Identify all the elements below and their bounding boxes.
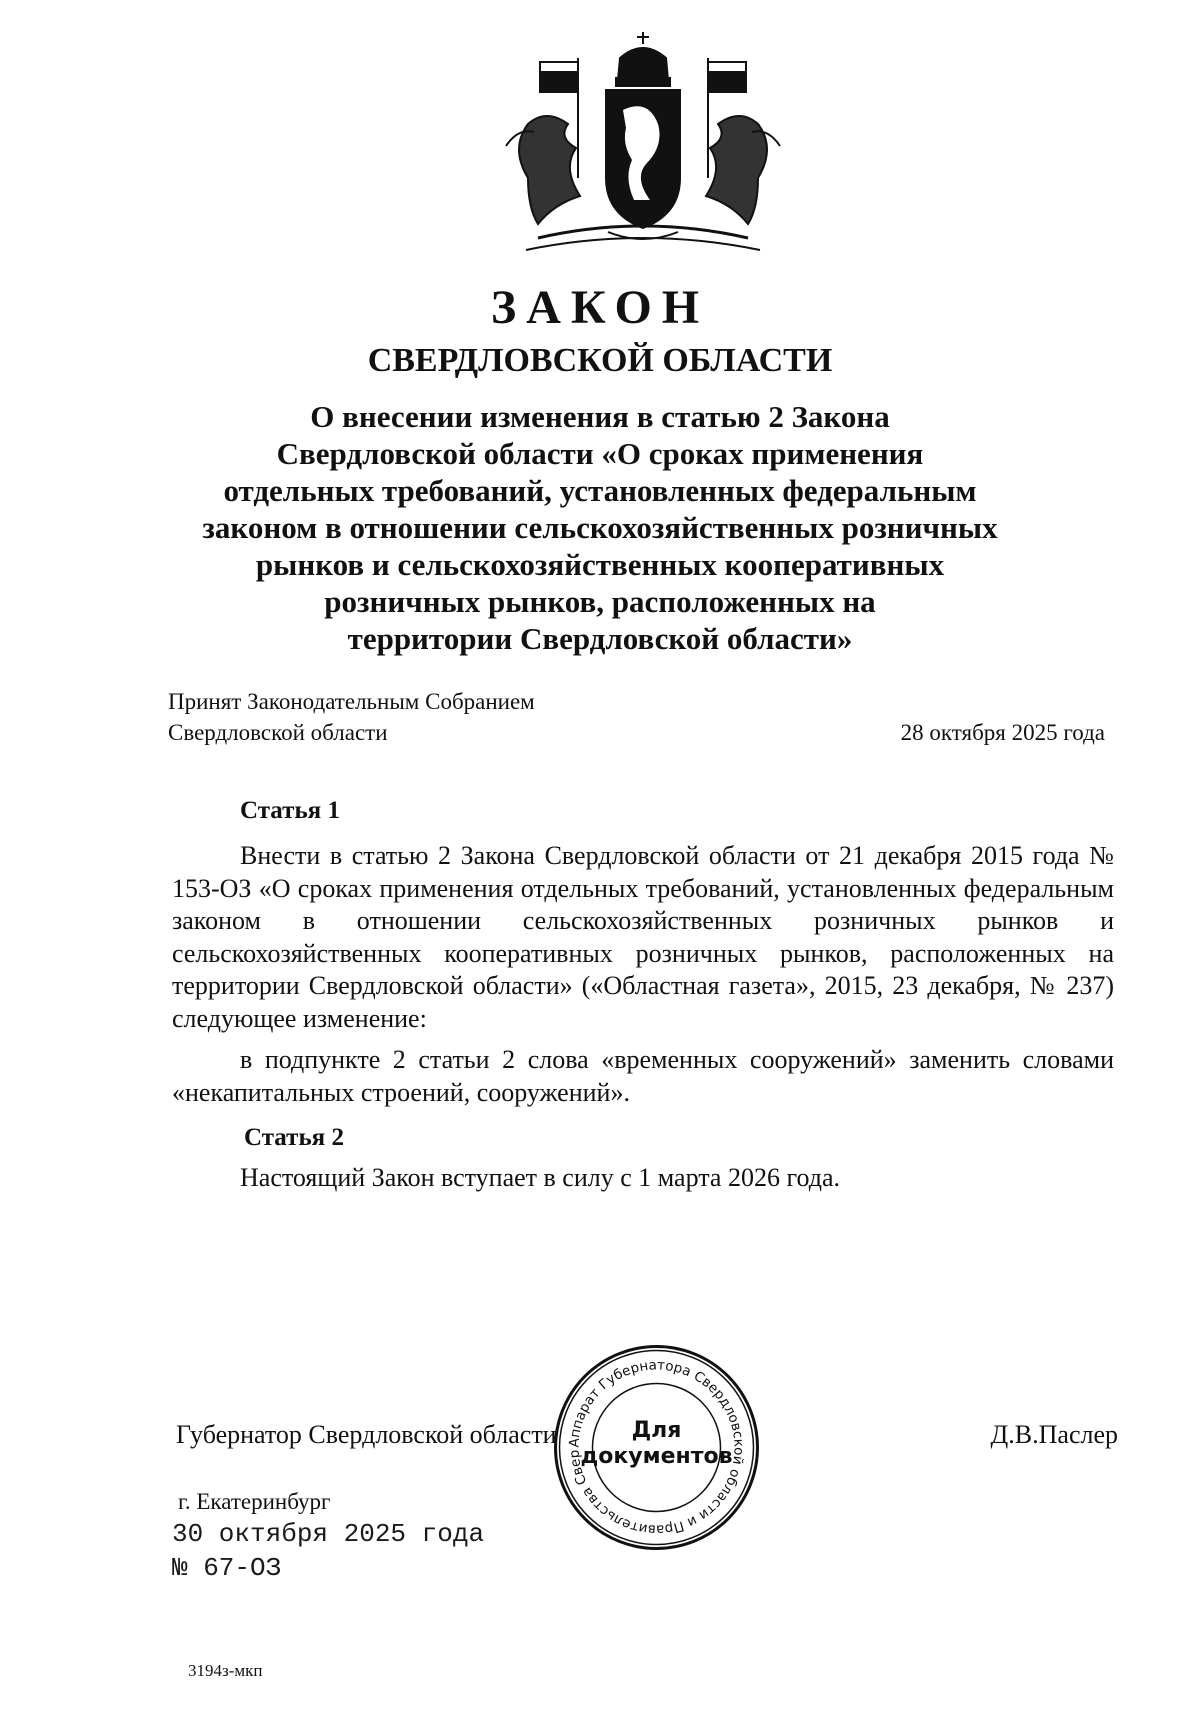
law-number: № 67-ОЗ <box>172 1553 282 1583</box>
adoption-statement <box>168 686 535 748</box>
subject-line: О внесении изменения в статью 2 Закона <box>310 399 890 434</box>
seal-center-line-2: документов <box>580 1444 733 1469</box>
document-type-title: ЗАКОН <box>490 281 710 334</box>
adoption-date: 28 октября 2025 года <box>900 720 1105 745</box>
seal-ring-text: Аппарат Губернатора Свердловской области и Правительства Свер <box>566 1357 747 1538</box>
subject-line: Свердловской области «О сроках применения <box>276 436 924 471</box>
subject-line: отдельных требований, установленных федеральным <box>223 473 977 508</box>
subject-line: розничных рынков, расположенных на <box>324 584 876 619</box>
official-seal <box>553 1344 760 1551</box>
article-2-paragraph-1: Настоящий Закон вступает в силу с 1 марта 2026 года. <box>240 1163 840 1192</box>
law-subject-title <box>0 398 1200 657</box>
seal-center-line-1: Для <box>631 1418 682 1443</box>
article-1-paragraph-2: в подпункте 2 статьи 2 слова «временных сооружений» заменить словами «некапитальных строений, сооружений». <box>172 1045 1114 1107</box>
signatory-position: Губернатор Свердловской области <box>176 1420 557 1449</box>
signing-city: г. Екатеринбург <box>178 1489 331 1514</box>
coat-of-arms-icon <box>498 28 788 256</box>
subject-line: территории Свердловской области» <box>347 621 853 656</box>
article-2-heading: Статья 2 <box>244 1124 344 1151</box>
adoption-line-1: Принят Законодательным Собранием <box>168 689 535 714</box>
subject-line: рынков и сельскохозяйственных кооперативных <box>255 547 945 582</box>
registration-code: 3194з-мкп <box>188 1661 263 1680</box>
subject-line: законом в отношении сельскохозяйственных розничных <box>202 510 998 545</box>
article-1-paragraph-1: Внести в статью 2 Закона Свердловской области от 21 декабря 2015 года № 153-ОЗ «О сроках применения отдельных требований, установленных федеральным законом в отношении сельскохозяйственных розничных рынков и сельскохозяйственных кооперативных розничных рынков, расположенных на территории Свердловской области» («Областная газета», 2015, 23 декабря, № 237) следующее изменение: <box>172 841 1114 1033</box>
signing-date: 30 октября 2025 года <box>172 1519 485 1549</box>
signatory-name: Д.В.Паслер <box>990 1420 1118 1449</box>
adoption-line-2: Свердловской области <box>168 720 388 745</box>
article-1-heading: Статья 1 <box>240 797 340 824</box>
region-title: СВЕРДЛОВСКОЙ ОБЛАСТИ <box>367 342 833 379</box>
